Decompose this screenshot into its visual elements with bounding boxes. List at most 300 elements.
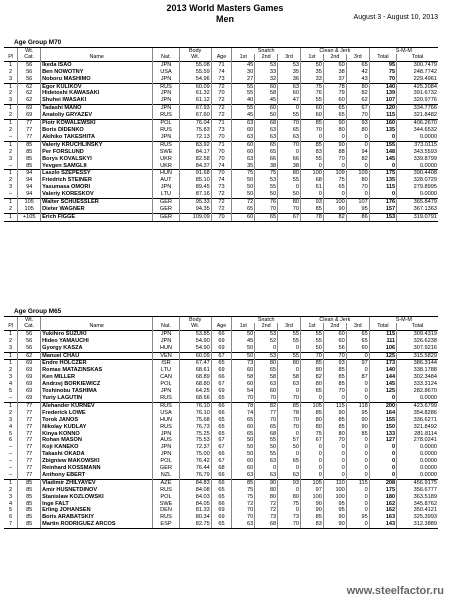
- table-cell: 56: [18, 61, 41, 68]
- table-cell: 65: [301, 388, 324, 395]
- table-cell: 57: [278, 437, 301, 444]
- table-cell: 93: [346, 120, 369, 127]
- table-cell: 73: [211, 76, 232, 83]
- table-cell: Valeriy KRUCHLINSKY: [41, 141, 153, 148]
- table-cell: 72.37: [179, 444, 211, 451]
- table-cell: RUS: [153, 514, 179, 521]
- table-cell: 175: [369, 487, 396, 494]
- table-cell: 69: [18, 112, 41, 119]
- table-cell: 109: [323, 170, 346, 177]
- table-cell: Yevgen SAMGLII: [41, 163, 153, 170]
- table-cell: LTU: [153, 191, 179, 198]
- table-cell: 70: [211, 170, 232, 177]
- table-cell: 85: [18, 487, 41, 494]
- table-row: [4, 431, 438, 438]
- table-cell: 56: [18, 69, 41, 76]
- table-row: [4, 177, 438, 184]
- table-cell: 0: [346, 444, 369, 451]
- table-row: [4, 472, 438, 479]
- table-cell: 69: [211, 507, 232, 514]
- table-cell: 73: [232, 360, 255, 367]
- table-cell: 63: [255, 134, 278, 141]
- table-cell: 2: [9, 177, 13, 184]
- table-cell: 66: [278, 156, 301, 163]
- table-cell: RUS: [153, 487, 179, 494]
- table-cell: 77: [18, 437, 41, 444]
- table-cell: 50: [232, 330, 255, 337]
- table-cell: 135: [369, 127, 396, 134]
- table-cell: 115: [369, 330, 396, 337]
- table-cell: 279.8995: [397, 184, 438, 191]
- table-cell: 60: [255, 388, 278, 395]
- table-cell: Amir HUSNETDINOV: [41, 487, 153, 494]
- table-cell: 70: [301, 127, 324, 134]
- table-cell: 55: [232, 90, 255, 97]
- table-cell: Walter SCHÜESSLER: [41, 199, 153, 206]
- table-cell: 0.0000: [397, 458, 438, 465]
- table-cell: 71: [211, 120, 232, 127]
- header-cell: Total: [369, 323, 396, 330]
- table-cell: 80: [278, 360, 301, 367]
- table-cell: 47: [278, 97, 301, 104]
- table-cell: 76.73: [179, 424, 211, 431]
- table-cell: 73: [278, 514, 301, 521]
- table-cell: 100: [301, 170, 324, 177]
- table-cell: 0: [346, 141, 369, 148]
- table-cell: 66: [211, 472, 232, 479]
- header-cell: 3rd: [278, 323, 301, 330]
- table-cell: 67: [211, 381, 232, 388]
- table-cell: 100: [301, 494, 324, 501]
- table-cell: 339.8799: [397, 156, 438, 163]
- table-cell: 77: [18, 410, 41, 417]
- table-cell: 162: [369, 507, 396, 514]
- table-cell: 65: [346, 61, 369, 68]
- table-cell: 77: [18, 465, 41, 472]
- table-cell: 145: [369, 381, 396, 388]
- table-cell: 100: [323, 494, 346, 501]
- table-cell: 94: [18, 191, 41, 198]
- table-cell: 77: [18, 451, 41, 458]
- table-cell: 66: [211, 451, 232, 458]
- table-cell: Anthony EBERT: [41, 472, 153, 479]
- table-cell: 70: [323, 352, 346, 360]
- header-cell: Name: [41, 323, 153, 330]
- table-cell: 90: [255, 479, 278, 486]
- table-cell: 50: [255, 444, 278, 451]
- table-cell: 0.0000: [397, 134, 438, 141]
- table-row: [4, 127, 438, 134]
- table-cell: 69: [18, 388, 41, 395]
- table-cell: 3: [9, 184, 13, 191]
- table-cell: 80: [255, 360, 278, 367]
- table-cell: 0: [369, 458, 396, 465]
- table-cell: GER: [153, 206, 179, 213]
- table-row: [4, 83, 438, 90]
- table-cell: 65: [211, 431, 232, 438]
- table-cell: RUS: [153, 127, 179, 134]
- table-cell: Friedrich STEINER: [41, 177, 153, 184]
- table-cell: RUS: [153, 402, 179, 409]
- table-cell: 55: [301, 97, 324, 104]
- table-cell: 173: [369, 360, 396, 367]
- table-cell: Gyorgy KASZA: [41, 345, 153, 352]
- header-top-cell: Wt.: [18, 48, 41, 55]
- table-cell: 309.4319: [397, 330, 438, 337]
- table-cell: 52: [255, 338, 278, 345]
- table-cell: Rohan MASON: [41, 437, 153, 444]
- header-cell: Name: [41, 54, 153, 61]
- table-cell: 0: [323, 458, 346, 465]
- table-cell: 163: [369, 514, 396, 521]
- table-cell: Shuhei IWASAKI: [41, 97, 153, 104]
- table-cell: 50: [232, 177, 255, 184]
- table-cell: 106: [369, 345, 396, 352]
- table-cell: 2: [9, 205, 13, 212]
- table-cell: 312.3889: [397, 521, 438, 528]
- table-cell: Yasumasa OMORI: [41, 184, 153, 191]
- table-row: [4, 134, 438, 141]
- table-cell: 0: [301, 444, 324, 451]
- header-top-cell: Body: [179, 317, 211, 324]
- table-cell: –: [9, 458, 13, 465]
- table-cell: 75.25: [179, 431, 211, 438]
- table-cell: 143: [369, 521, 396, 528]
- table-cell: 105: [301, 402, 324, 409]
- table-row: [4, 141, 438, 148]
- table-cell: JPN: [153, 338, 179, 345]
- table-cell: 60: [255, 105, 278, 112]
- table-cell: 1: [4, 105, 18, 112]
- table-cell: POL: [153, 381, 179, 388]
- table-cell: 0: [323, 134, 346, 141]
- table-cell: 367.1363: [397, 206, 438, 213]
- table-cell: 75: [232, 487, 255, 494]
- table-cell: 63: [278, 134, 301, 141]
- table-cell: 78: [323, 83, 346, 90]
- table-cell: 354.8286: [397, 410, 438, 417]
- header-top-cell: Snatch: [232, 48, 301, 55]
- table-cell: 76.42: [179, 458, 211, 465]
- table-cell: 27: [232, 76, 255, 83]
- table-cell: 76.10: [179, 410, 211, 417]
- table-cell: 85: [301, 141, 324, 148]
- table-cell: 0.0000: [397, 395, 438, 402]
- header-cell: Total: [397, 54, 438, 61]
- table-cell: –: [9, 191, 13, 198]
- table-cell: 50: [278, 191, 301, 198]
- table-cell: 80: [301, 367, 324, 374]
- table-cell: 72: [211, 112, 232, 119]
- table-cell: 94: [18, 184, 41, 191]
- table-cell: Dieter WAGNER: [41, 206, 153, 213]
- table-row: [4, 352, 438, 360]
- table-cell: 64.25: [179, 388, 211, 395]
- table-cell: 63: [278, 472, 301, 479]
- table-cell: 90: [323, 521, 346, 528]
- table-cell: 95: [346, 514, 369, 521]
- table-cell: RUS: [153, 141, 179, 148]
- table-cell: 60.09: [179, 352, 211, 360]
- table-row: [4, 69, 438, 76]
- table-cell: 75: [255, 170, 278, 177]
- table-cell: 2: [9, 486, 13, 493]
- table-cell: 66: [211, 402, 232, 409]
- table-cell: 0: [346, 437, 369, 444]
- table-cell: 325.3993: [397, 514, 438, 521]
- table-cell: 148: [369, 149, 396, 156]
- table-cell: 1: [4, 402, 18, 409]
- table-cell: 65: [255, 141, 278, 148]
- table-cell: 97: [301, 487, 324, 494]
- table-cell: 95: [323, 507, 346, 514]
- table-cell: 45: [232, 61, 255, 68]
- table-cell: 78: [301, 213, 324, 221]
- table-cell: 0: [346, 487, 369, 494]
- table-cell: 67.60: [179, 112, 211, 119]
- table-cell: 157: [369, 206, 396, 213]
- table-cell: 70: [301, 352, 324, 360]
- table-cell: 56: [18, 338, 41, 345]
- table-cell: 94: [18, 170, 41, 177]
- table-cell: Manuel CHAU: [41, 352, 153, 360]
- table-cell: 70: [255, 206, 278, 213]
- table-cell: +105: [18, 213, 41, 221]
- table-cell: 75.68: [179, 417, 211, 424]
- table-cell: 72.13: [179, 134, 211, 141]
- table-cell: 2: [9, 126, 13, 133]
- table-cell: 65: [346, 338, 369, 345]
- header-cell: Cat.: [18, 54, 41, 61]
- table-row: [4, 338, 438, 345]
- table-cell: 80: [323, 431, 346, 438]
- table-cell: 75.83: [179, 127, 211, 134]
- table-cell: 85: [18, 507, 41, 514]
- table-cell: Zbigniew MAKOWSKI: [41, 458, 153, 465]
- table-cell: 69: [18, 374, 41, 381]
- table-cell: 71: [211, 141, 232, 148]
- table-row: [4, 120, 438, 127]
- table-cell: 84.17: [179, 149, 211, 156]
- table-cell: 321.8482: [397, 112, 438, 119]
- table-cell: 65: [255, 424, 278, 431]
- table-cell: Laszlo SZEPESSY: [41, 170, 153, 177]
- table-cell: 1: [4, 360, 18, 367]
- table-cell: 60: [232, 149, 255, 156]
- table-cell: 0.0000: [397, 444, 438, 451]
- table-cell: 100: [323, 199, 346, 206]
- table-cell: 125: [369, 388, 396, 395]
- table-cell: 0.0000: [397, 163, 438, 170]
- table-cell: 0.0000: [397, 472, 438, 479]
- table-cell: JPN: [153, 431, 179, 438]
- table-cell: 0: [346, 465, 369, 472]
- table-cell: Yuriy LAGUTIN: [41, 395, 153, 402]
- table-cell: 55: [301, 338, 324, 345]
- table-cell: GER: [153, 213, 179, 221]
- table-cell: 176: [369, 199, 396, 206]
- header-cell: 1st: [301, 323, 324, 330]
- table-cell: 70: [232, 507, 255, 514]
- table-cell: Erling JOHANSEN: [41, 507, 153, 514]
- table-cell: 33: [301, 76, 324, 83]
- table-cell: 105: [18, 199, 41, 206]
- table-row: [4, 437, 438, 444]
- table-cell: 55: [232, 105, 255, 112]
- table-cell: 0: [278, 465, 301, 472]
- table-cell: 50: [232, 184, 255, 191]
- table-cell: 85: [301, 206, 324, 213]
- table-cell: 3: [9, 97, 13, 104]
- table-cell: 50: [278, 444, 301, 451]
- table-cell: 133: [369, 431, 396, 438]
- table-cell: 0: [346, 367, 369, 374]
- table-cell: 81.33: [179, 507, 211, 514]
- table-cell: 0: [346, 494, 369, 501]
- table-cell: 115: [369, 184, 396, 191]
- table-cell: Vladimir ZHILYAYEV: [41, 479, 153, 486]
- table-cell: 391.6732: [397, 90, 438, 97]
- table-row: [4, 388, 438, 395]
- table-cell: 38: [278, 163, 301, 170]
- table-cell: 115: [369, 112, 396, 119]
- table-cell: 68.80: [179, 381, 211, 388]
- table-cell: 70: [211, 213, 232, 221]
- table-cell: 0: [301, 451, 324, 458]
- table-cell: 91.68: [179, 170, 211, 177]
- table-cell: 65: [278, 127, 301, 134]
- table-cell: 150: [369, 424, 396, 431]
- table-cell: 85: [323, 367, 346, 374]
- table-cell: 69: [211, 345, 232, 352]
- table-cell: 90: [301, 501, 324, 508]
- table-cell: JPN: [153, 76, 179, 83]
- table-cell: 63: [255, 458, 278, 465]
- header-cell: 3rd: [346, 323, 369, 330]
- table-cell: 70: [278, 141, 301, 148]
- table-cell: 78: [232, 402, 255, 409]
- table-cell: 111: [369, 338, 396, 345]
- table-cell: 365.8479: [397, 199, 438, 206]
- table-cell: 85: [346, 431, 369, 438]
- table-cell: 0: [323, 163, 346, 170]
- table-cell: 69: [211, 388, 232, 395]
- table-cell: 67: [211, 458, 232, 465]
- table-cell: 84.03: [179, 494, 211, 501]
- table-cell: HUN: [153, 417, 179, 424]
- table-cell: 307.9216: [397, 345, 438, 352]
- table-cell: 162: [369, 501, 396, 508]
- table-cell: 63: [232, 521, 255, 528]
- table-cell: 140: [369, 83, 396, 90]
- table-cell: 58: [255, 90, 278, 97]
- table-cell: 68.66: [179, 395, 211, 402]
- table-cell: 55: [255, 184, 278, 191]
- table-cell: –: [9, 444, 13, 451]
- table-cell: 53: [255, 177, 278, 184]
- header-top-cell: S-M-M: [369, 48, 438, 55]
- table-cell: 77: [18, 424, 41, 431]
- table-row: [4, 105, 438, 112]
- table-cell: 127: [369, 437, 396, 444]
- table-cell: 50: [232, 444, 255, 451]
- table-cell: 74: [232, 410, 255, 417]
- table-cell: 67: [346, 105, 369, 112]
- table-cell: 70: [211, 90, 232, 97]
- table-cell: 80.34: [179, 514, 211, 521]
- header-cell: Cat.: [18, 323, 41, 330]
- table-cell: 63: [255, 472, 278, 479]
- table-cell: 56: [18, 345, 41, 352]
- table-cell: 326.6238: [397, 338, 438, 345]
- table-cell: Yukihiro SUZUKI: [41, 330, 153, 337]
- table-cell: 77: [18, 402, 41, 409]
- table-cell: 85: [323, 374, 346, 381]
- table-cell: 105: [301, 479, 324, 486]
- table-cell: LTU: [153, 367, 179, 374]
- watermark: www.steelfactor.ru: [346, 585, 444, 597]
- table-cell: 3: [9, 344, 13, 351]
- table-cell: 60: [232, 127, 255, 134]
- table-cell: 67: [301, 437, 324, 444]
- table-cell: 2: [9, 112, 13, 119]
- table-cell: 33: [255, 69, 278, 76]
- table-cell: Hideo YAMAUCHI: [41, 338, 153, 345]
- table-cell: 0: [369, 395, 396, 402]
- table-cell: 61: [301, 184, 324, 191]
- table-cell: 66: [211, 501, 232, 508]
- table-cell: 77: [18, 120, 41, 127]
- table-cell: AUT: [153, 177, 179, 184]
- table-cell: 7: [4, 521, 18, 528]
- table-cell: 456.9175: [397, 479, 438, 486]
- table-cell: 4: [9, 381, 13, 388]
- table-cell: 60.09: [179, 83, 211, 90]
- table-cell: 65: [278, 458, 301, 465]
- table-row: [4, 156, 438, 163]
- header-cell: 1st: [232, 323, 255, 330]
- table-cell: 120: [369, 105, 396, 112]
- header-cell: 2nd: [255, 323, 278, 330]
- table-cell: 75: [369, 69, 396, 76]
- table-cell: 82: [346, 90, 369, 97]
- table-cell: 0: [255, 465, 278, 472]
- table-cell: 0: [301, 163, 324, 170]
- table-cell: 3: [9, 416, 13, 423]
- table-cell: 68: [255, 120, 278, 127]
- table-cell: Inge FALT: [41, 501, 153, 508]
- table-cell: Egor KULIKOV: [41, 83, 153, 90]
- table-cell: 0: [323, 191, 346, 198]
- table-cell: 60: [232, 141, 255, 148]
- table-cell: 70: [278, 417, 301, 424]
- table-cell: 55.59: [179, 69, 211, 76]
- table-cell: 60: [278, 90, 301, 97]
- table-cell: 302.3484: [397, 374, 438, 381]
- table-cell: 85: [301, 410, 324, 417]
- table-cell: JPN: [153, 105, 179, 112]
- table-cell: 386.3144: [397, 360, 438, 367]
- table-cell: 83: [301, 149, 324, 156]
- table-cell: 35: [278, 69, 301, 76]
- table-cell: 107: [346, 199, 369, 206]
- table-cell: 82: [323, 213, 346, 221]
- table-cell: 50: [255, 191, 278, 198]
- table-cell: 85: [323, 424, 346, 431]
- table-cell: 66: [255, 156, 278, 163]
- header-cell: Total: [369, 54, 396, 61]
- table-cell: 70: [346, 184, 369, 191]
